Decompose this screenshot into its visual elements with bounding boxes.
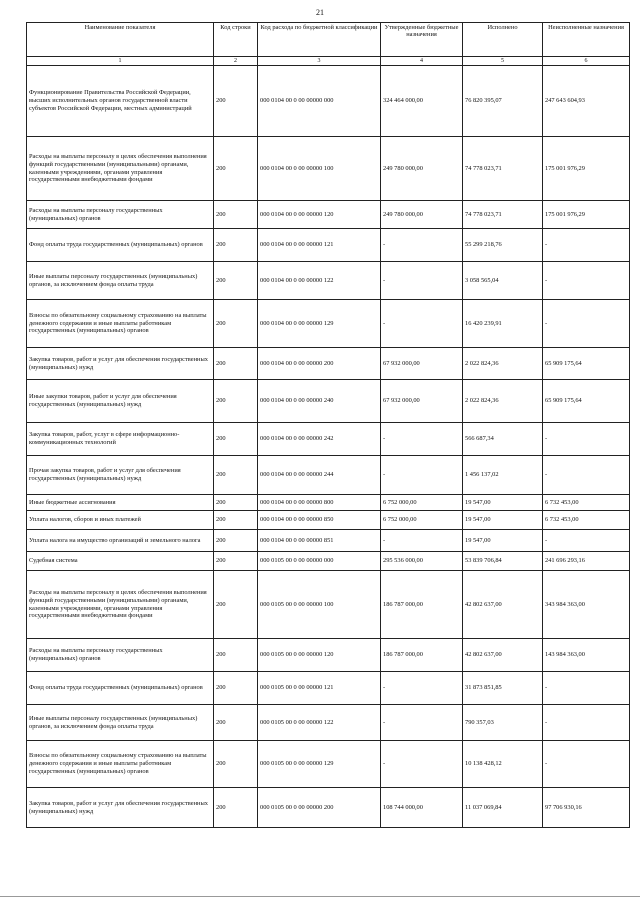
cell-code: 000 0104 00 0 00 00000 242 [258, 423, 381, 456]
cell-code: 000 0105 00 0 00 00000 100 [258, 571, 381, 639]
cell-approved: 186 787 000,00 [381, 571, 463, 639]
column-number-row [27, 57, 630, 66]
column-number: 3 [258, 57, 381, 66]
cell-line: 200 [214, 137, 258, 201]
cell-line: 200 [214, 571, 258, 639]
cell-line: 200 [214, 229, 258, 262]
table-row [27, 495, 630, 511]
cell-name: Иные бюджетные ассигнования [27, 495, 214, 511]
header-budget-code: Код расхода по бюджетной классификации [258, 23, 381, 57]
cell-unexecuted: 343 984 363,00 [543, 571, 630, 639]
cell-code: 000 0105 00 0 00 00000 122 [258, 705, 381, 741]
cell-name: Закупка товаров, работ и услуг для обеспечения государственных (муниципальных) нужд [27, 788, 214, 828]
table-row [27, 741, 630, 788]
cell-executed: 53 839 706,84 [463, 552, 543, 571]
cell-unexecuted: 6 732 453,00 [543, 495, 630, 511]
cell-executed: 19 547,00 [463, 511, 543, 530]
header-line-code: Код строки [214, 23, 258, 57]
column-number: 2 [214, 57, 258, 66]
column-number: 1 [27, 57, 214, 66]
cell-unexecuted: 65 909 175,64 [543, 348, 630, 380]
cell-executed: 790 357,03 [463, 705, 543, 741]
table-row [27, 672, 630, 705]
cell-name: Иные закупки товаров, работ и услуг для обеспечения государственных (муниципальных) нужд [27, 380, 214, 423]
column-number: 6 [543, 57, 630, 66]
cell-code: 000 0104 00 0 00 00000 240 [258, 380, 381, 423]
cell-code: 000 0104 00 0 00 00000 244 [258, 456, 381, 495]
cell-code: 000 0104 00 0 00 00000 121 [258, 229, 381, 262]
cell-executed: 16 420 239,91 [463, 300, 543, 348]
cell-line: 200 [214, 348, 258, 380]
cell-name: Расходы на выплаты персоналу государственных (муниципальных) органов [27, 201, 214, 229]
cell-code: 000 0104 00 0 00 00000 129 [258, 300, 381, 348]
cell-name: Прочая закупка товаров, работ и услуг для обеспечения государственных (муниципальных) нужд [27, 456, 214, 495]
cell-unexecuted: - [543, 300, 630, 348]
cell-line: 200 [214, 66, 258, 137]
cell-executed: 74 778 023,71 [463, 201, 543, 229]
cell-line: 200 [214, 300, 258, 348]
table-row [27, 788, 630, 828]
cell-approved: - [381, 229, 463, 262]
cell-approved: 67 932 000,00 [381, 348, 463, 380]
cell-name: Расходы на выплаты персоналу в целях обеспечения выполнения функций государственными (муниципальными) органами, казенными учреждениями, органами управления государственными внебюджетными фондами [27, 571, 214, 639]
table-row [27, 571, 630, 639]
cell-code: 000 0105 00 0 00 00000 121 [258, 672, 381, 705]
cell-executed: 11 037 069,84 [463, 788, 543, 828]
cell-name: Функционирование Правительства Российской Федерации, высших исполнительных органов государственной власти субъектов Российской Федерации, местных администраций [27, 66, 214, 137]
cell-line: 200 [214, 788, 258, 828]
cell-approved: 67 932 000,00 [381, 380, 463, 423]
cell-code: 000 0104 00 0 00 00000 850 [258, 511, 381, 530]
cell-approved: - [381, 262, 463, 300]
cell-approved: 186 787 000,00 [381, 639, 463, 672]
cell-name: Иные выплаты персоналу государственных (муниципальных) органов, за исключением фонда оплаты труда [27, 262, 214, 300]
cell-name: Иные выплаты персоналу государственных (муниципальных) органов, за исключением фонда оплаты труда [27, 705, 214, 741]
page-number: 21 [316, 8, 324, 17]
column-number: 5 [463, 57, 543, 66]
cell-executed: 566 687,34 [463, 423, 543, 456]
table-row [27, 201, 630, 229]
header-approved: Утвержденные бюджетные назначения [381, 23, 463, 57]
cell-approved: - [381, 423, 463, 456]
cell-approved: - [381, 300, 463, 348]
cell-line: 200 [214, 741, 258, 788]
cell-code: 000 0105 00 0 00 00000 129 [258, 741, 381, 788]
cell-approved: - [381, 530, 463, 552]
table-row [27, 137, 630, 201]
cell-unexecuted: - [543, 423, 630, 456]
cell-unexecuted: - [543, 262, 630, 300]
column-number: 4 [381, 57, 463, 66]
cell-line: 200 [214, 552, 258, 571]
cell-line: 200 [214, 201, 258, 229]
cell-approved: 295 536 000,00 [381, 552, 463, 571]
table-row [27, 348, 630, 380]
cell-executed: 19 547,00 [463, 530, 543, 552]
cell-approved: 108 744 000,00 [381, 788, 463, 828]
cell-code: 000 0104 00 0 00 00000 800 [258, 495, 381, 511]
header-unexecuted: Неисполненные назначения [543, 23, 630, 57]
budget-execution-table [26, 22, 630, 828]
cell-unexecuted: 241 696 293,16 [543, 552, 630, 571]
header-executed: Исполнено [463, 23, 543, 57]
table-row [27, 229, 630, 262]
cell-unexecuted: 6 732 453,00 [543, 511, 630, 530]
cell-name: Взносы по обязательному социальному страхованию на выплаты денежного содержания и иные выплаты работникам государственных (муниципальных) органов [27, 300, 214, 348]
cell-executed: 19 547,00 [463, 495, 543, 511]
table-row [27, 380, 630, 423]
page-bottom-edge [0, 896, 640, 897]
cell-line: 200 [214, 423, 258, 456]
cell-executed: 76 820 395,07 [463, 66, 543, 137]
cell-name: Расходы на выплаты персоналу государственных (муниципальных) органов [27, 639, 214, 672]
cell-executed: 2 022 824,36 [463, 348, 543, 380]
cell-name: Фонд оплаты труда государственных (муниципальных) органов [27, 672, 214, 705]
table-row [27, 423, 630, 456]
cell-executed: 42 802 637,00 [463, 639, 543, 672]
header-indicator-name: Наименование показателя [27, 23, 214, 57]
cell-executed: 3 058 565,04 [463, 262, 543, 300]
cell-name: Взносы по обязательному социальному страхованию на выплаты денежного содержания и иные выплаты работникам государственных (муниципальных) органов [27, 741, 214, 788]
table-row [27, 530, 630, 552]
cell-name: Судебная система [27, 552, 214, 571]
cell-approved: - [381, 741, 463, 788]
cell-unexecuted: 247 643 604,93 [543, 66, 630, 137]
cell-code: 000 0105 00 0 00 00000 000 [258, 552, 381, 571]
cell-line: 200 [214, 639, 258, 672]
cell-unexecuted: 143 984 363,00 [543, 639, 630, 672]
table-row [27, 552, 630, 571]
cell-approved: - [381, 705, 463, 741]
cell-name: Расходы на выплаты персоналу в целях обеспечения выполнения функций государственными (муниципальными) органами, казенными учреждениями, органами управления государственными внебюджетными фондами [27, 137, 214, 201]
cell-executed: 55 299 218,76 [463, 229, 543, 262]
cell-name: Закупка товаров, работ, услуг в сфере информационно-коммуникационных технологий [27, 423, 214, 456]
cell-code: 000 0105 00 0 00 00000 200 [258, 788, 381, 828]
cell-unexecuted: - [543, 672, 630, 705]
cell-line: 200 [214, 495, 258, 511]
header-row [27, 23, 630, 57]
cell-line: 200 [214, 511, 258, 530]
cell-unexecuted: - [543, 456, 630, 495]
cell-unexecuted: 175 001 976,29 [543, 137, 630, 201]
cell-line: 200 [214, 705, 258, 741]
cell-approved: - [381, 672, 463, 705]
table-row [27, 639, 630, 672]
cell-unexecuted: - [543, 530, 630, 552]
cell-name: Фонд оплаты труда государственных (муниципальных) органов [27, 229, 214, 262]
table-row [27, 511, 630, 530]
cell-line: 200 [214, 380, 258, 423]
cell-approved: - [381, 456, 463, 495]
cell-unexecuted: 97 706 930,16 [543, 788, 630, 828]
cell-code: 000 0105 00 0 00 00000 120 [258, 639, 381, 672]
table-row [27, 300, 630, 348]
cell-executed: 42 802 637,00 [463, 571, 543, 639]
cell-executed: 2 022 824,36 [463, 380, 543, 423]
cell-unexecuted: - [543, 705, 630, 741]
cell-code: 000 0104 00 0 00 00000 100 [258, 137, 381, 201]
cell-executed: 10 138 428,12 [463, 741, 543, 788]
table-row [27, 66, 630, 137]
cell-unexecuted: 175 001 976,29 [543, 201, 630, 229]
cell-approved: 324 464 000,00 [381, 66, 463, 137]
cell-name: Уплата налогов, сборов и иных платежей [27, 511, 214, 530]
cell-executed: 74 778 023,71 [463, 137, 543, 201]
cell-unexecuted: - [543, 229, 630, 262]
table-row [27, 456, 630, 495]
cell-approved: 249 780 000,00 [381, 137, 463, 201]
cell-code: 000 0104 00 0 00 00000 000 [258, 66, 381, 137]
cell-code: 000 0104 00 0 00 00000 851 [258, 530, 381, 552]
cell-code: 000 0104 00 0 00 00000 200 [258, 348, 381, 380]
cell-name: Уплата налога на имущество организаций и земельного налога [27, 530, 214, 552]
cell-approved: 6 752 000,00 [381, 495, 463, 511]
cell-executed: 1 456 137,02 [463, 456, 543, 495]
cell-name: Закупка товаров, работ и услуг для обеспечения государственных (муниципальных) нужд [27, 348, 214, 380]
cell-code: 000 0104 00 0 00 00000 122 [258, 262, 381, 300]
cell-line: 200 [214, 456, 258, 495]
cell-approved: 6 752 000,00 [381, 511, 463, 530]
cell-line: 200 [214, 262, 258, 300]
cell-line: 200 [214, 530, 258, 552]
cell-line: 200 [214, 672, 258, 705]
cell-code: 000 0104 00 0 00 00000 120 [258, 201, 381, 229]
cell-unexecuted: 65 909 175,64 [543, 380, 630, 423]
table-row [27, 705, 630, 741]
cell-approved: 249 780 000,00 [381, 201, 463, 229]
cell-unexecuted: - [543, 741, 630, 788]
table-body [27, 66, 630, 828]
cell-executed: 31 873 851,85 [463, 672, 543, 705]
table-row [27, 262, 630, 300]
